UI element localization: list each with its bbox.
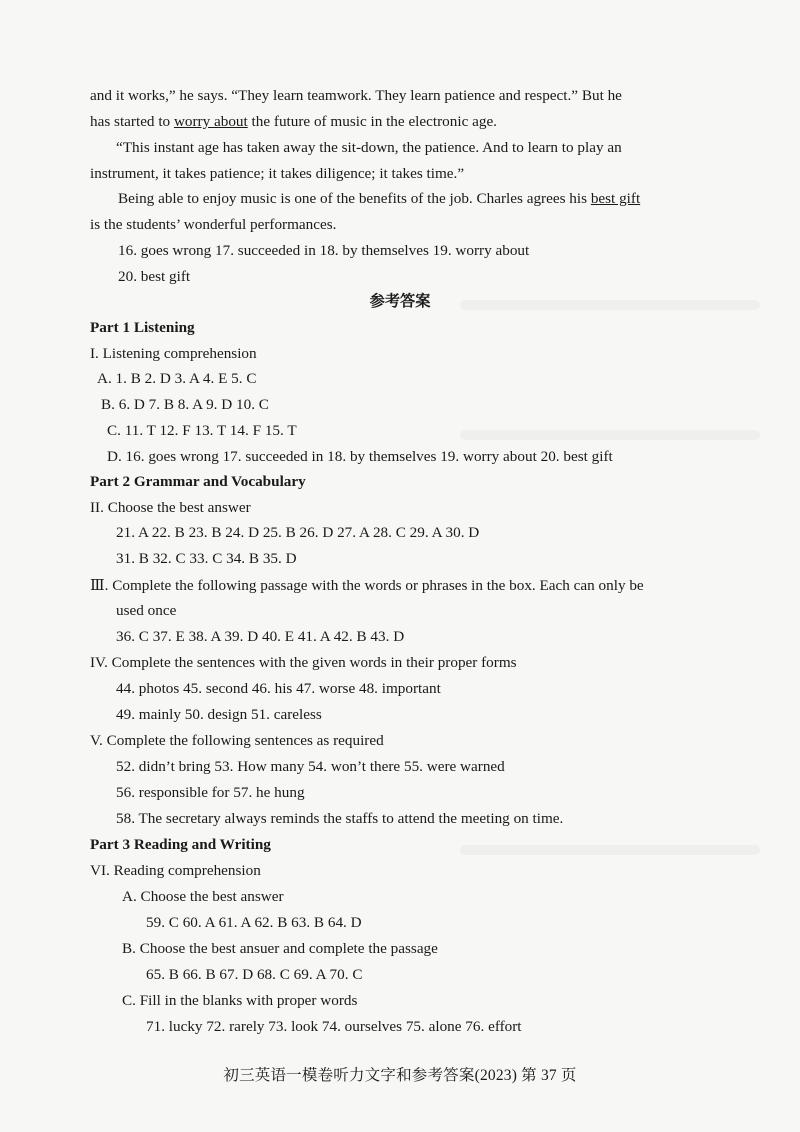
section-3-heading: Ⅲ. Complete the following passage with the words or phrases in the box. Each can only be (90, 577, 644, 594)
part2-title: Part 2 Grammar and Vocabulary (90, 473, 306, 490)
passage-answers-2: 20. best gift (118, 268, 191, 285)
section-2-answers-1: 21. A 22. B 23. B 24. D 25. B 26. D 27. A 28. C 29. A 30. D (116, 524, 480, 541)
part3-title: Part 3 Reading and Writing (90, 836, 271, 853)
part3-a-answers: 59. C 60. A 61. A 62. B 63. B 64. D (146, 914, 362, 931)
passage-line-2 (90, 112, 497, 132)
part3-b-answers: 65. B 66. B 67. D 68. C 69. A 70. C (146, 966, 363, 983)
passage-answers-1: 16. goes wrong 17. succeeded in 18. by themselves 19. worry about (118, 242, 530, 259)
passage-line-1: and it works,” he says. “They learn teamwork. They learn patience and respect.” But he (90, 87, 622, 104)
passage-line-4: instrument, it takes patience; it takes diligence; it takes time.” (90, 165, 465, 182)
passage-line-2-start: has started to (90, 113, 174, 130)
page-footer: 初三英语一模卷听力文字和参考答案(2023) 第 37 页 (223, 1067, 577, 1084)
section-4-heading: IV. Complete the sentences with the given words in their proper forms (90, 654, 517, 671)
section-4-answers-2: 49. mainly 50. design 51. careless (116, 706, 322, 723)
part1-c-answers: C. 11. T 12. F 13. T 14. F 15. T (107, 422, 297, 439)
section-2-heading: II. Choose the best answer (90, 499, 251, 516)
part3-c-answers: 71. lucky 72. rarely 73. look 74. ourselves 75. alone 76. effort (146, 1018, 522, 1035)
part3-c-heading: C. Fill in the blanks with proper words (122, 992, 358, 1009)
section-5-answers-3: 58. The secretary always reminds the staffs to attend the meeting on time. (116, 810, 564, 827)
part1-d-answers: D. 16. goes wrong 17. succeeded in 18. by themselves 19. worry about 20. best gift (107, 448, 613, 465)
section-4-answers-1: 44. photos 45. second 46. his 47. worse 48. important (116, 680, 441, 697)
bleed-through-mark (460, 845, 760, 855)
section-3-heading-cont: used once (116, 602, 177, 619)
answer-key-title: 参考答案 (369, 293, 431, 310)
section-1-heading: I. Listening comprehension (90, 345, 257, 362)
passage-line-3: “This instant age has taken away the sit-down, the patience. And to learn to play an (116, 139, 622, 156)
passage-line-6: is the students’ wonderful performances. (90, 216, 337, 233)
part1-b-answers: B. 6. D 7. B 8. A 9. D 10. C (101, 396, 269, 413)
passage-line-5-start: Being able to enjoy music is one of the benefits of the job. Charles agrees his (118, 190, 591, 207)
bleed-through-mark (460, 300, 760, 310)
section-5-answers-2: 56. responsible for 57. he hung (116, 784, 305, 801)
part1-a-answers: A. 1. B 2. D 3. A 4. E 5. C (97, 370, 257, 387)
part3-a-heading: A. Choose the best answer (122, 888, 284, 905)
part1-title: Part 1 Listening (90, 319, 195, 336)
part3-b-heading: B. Choose the best ansuer and complete the passage (122, 940, 438, 957)
underlined-best-gift: best gift (590, 190, 641, 207)
section-2-answers-2: 31. B 32. C 33. C 34. B 35. D (116, 550, 297, 567)
section-3-answers: 36. C 37. E 38. A 39. D 40. E 41. A 42. B 43. D (116, 628, 405, 645)
section-5-answers-1: 52. didn’t bring 53. How many 54. won’t there 55. were warned (116, 758, 505, 775)
section-5-heading: V. Complete the following sentences as required (90, 732, 384, 749)
bleed-through-mark (460, 430, 760, 440)
passage-line-2-end: the future of music in the electronic age. (247, 113, 497, 130)
underlined-worry-about: worry about (173, 113, 248, 130)
section-6-heading: VI. Reading comprehension (90, 862, 261, 879)
passage-line-5 (118, 189, 640, 209)
